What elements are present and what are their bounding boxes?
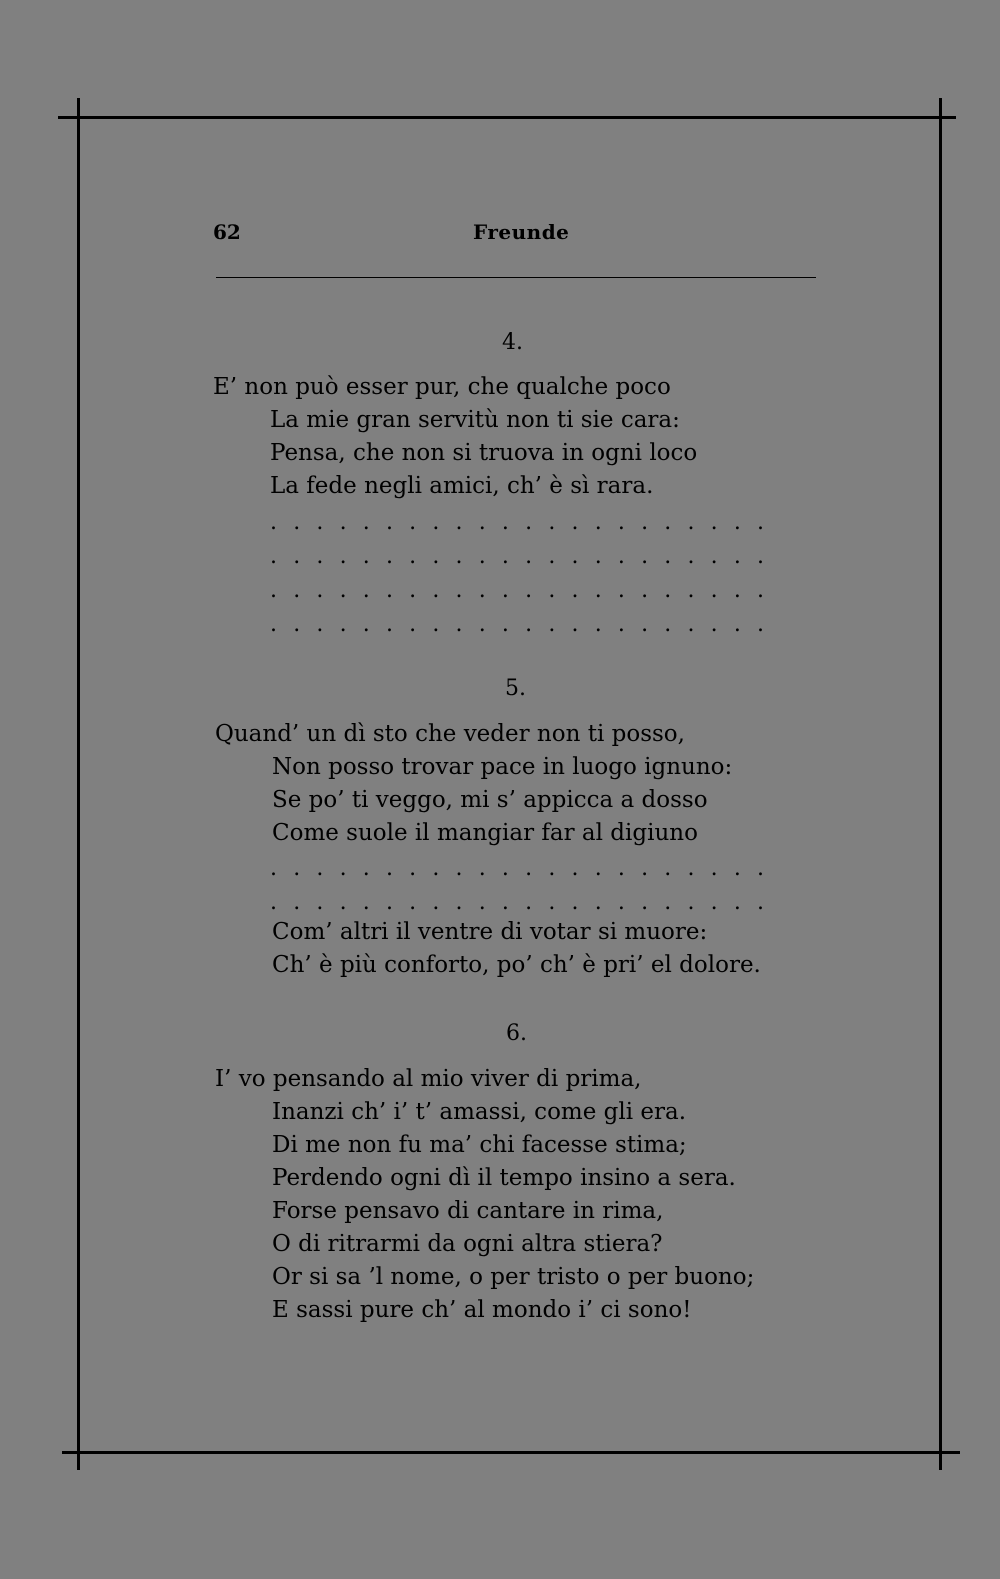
ellipsis-row: ......................: [270, 856, 781, 881]
page-number: 62: [213, 220, 241, 244]
ellipsis-row: ......................: [270, 578, 781, 603]
verse-line: Di me non fu ma’ chi facesse stima;: [272, 1132, 687, 1158]
stanza-number-5: 5.: [505, 676, 526, 701]
verse-line: Com’ altri il ventre di votar si muore:: [272, 919, 708, 945]
verse-line: I’ vo pensando al mio viver di prima,: [215, 1066, 642, 1092]
verse-line: Forse pensavo di cantare in rima,: [272, 1198, 664, 1224]
verse-line: La mie gran servitù non ti sie cara:: [270, 407, 680, 433]
verse-line: E’ non può esser pur, che qualche poco: [213, 374, 671, 400]
verse-line: Se po’ ti veggo, mi s’ appicca a dosso: [272, 787, 708, 813]
verse-line: La fede negli amici, ch’ è sì rara.: [270, 473, 654, 499]
frame-right-line: [939, 98, 942, 1470]
header-rule: [216, 277, 816, 278]
stanza-5: [215, 718, 732, 850]
verse-line: Inanzi ch’ i’ t’ amassi, come gli era.: [272, 1099, 687, 1125]
verse-line: Pensa, che non si truova in ogni loco: [270, 440, 698, 466]
verse-line: Come suole il mangiar far al digiuno: [272, 820, 698, 846]
page-header: [213, 220, 813, 248]
stanza-6: [215, 1063, 754, 1327]
running-title: Freunde: [473, 220, 570, 244]
stanza-4: [213, 371, 697, 503]
ellipsis-row: ......................: [270, 544, 781, 569]
stanza-5-continuation: [215, 916, 761, 982]
ellipsis-row: ......................: [270, 890, 781, 915]
stanza-number-4: 4.: [502, 330, 523, 355]
verse-line: Perdendo ogni dì il tempo insino a sera.: [272, 1165, 736, 1191]
ellipsis-row: ......................: [270, 510, 781, 535]
verse-line: Or si sa ’l nome, o per tristo o per buono;: [272, 1264, 755, 1290]
ellipsis-rows-4: [270, 506, 780, 642]
verse-line: E sassi pure ch’ al mondo i’ ci sono!: [272, 1297, 692, 1323]
verse-line: Ch’ è più conforto, po’ ch’ è pri’ el dolore.: [272, 952, 761, 978]
verse-line: Non posso trovar pace in luogo ignuno:: [272, 754, 733, 780]
verse-line: Quand’ un dì sto che veder non ti posso,: [215, 721, 685, 747]
verse-line: O di ritrarmi da ogni altra stiera?: [272, 1231, 663, 1257]
stanza-number-6: 6.: [506, 1021, 527, 1046]
ellipsis-row: ......................: [270, 612, 781, 637]
frame-left-line: [77, 98, 80, 1470]
frame-top-line: [58, 116, 956, 119]
ellipsis-rows-5: [270, 852, 780, 920]
frame-bottom-line: [62, 1451, 960, 1454]
